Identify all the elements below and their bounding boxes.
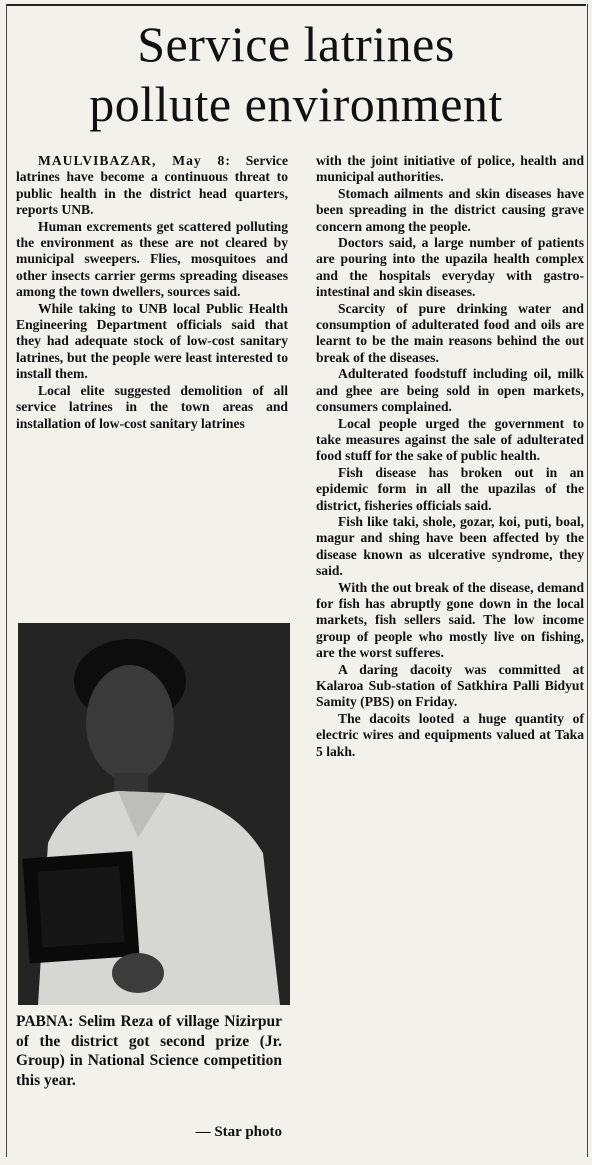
headline-line-2: pollute environment	[89, 76, 503, 132]
right-column	[316, 153, 584, 760]
paragraph: Fish disease has broken out in an epidemic form in all the upazilas of the district, fisheries officials said.	[316, 464, 584, 513]
paragraph: with the joint initiative of police, health and municipal authorities.	[316, 153, 584, 185]
paragraph: Stomach ailments and skin diseases have been spreading in the district causing grave concern among the people.	[316, 185, 584, 234]
headline	[12, 14, 580, 134]
paragraph: Human excrements get scattered polluting the environment as these are not cleared by municipal sweepers. Flies, mosquitoes and other insects carrier germs spreading diseases among the town dwellers, sources said.	[16, 218, 288, 300]
photo-caption: PABNA: Selim Reza of village Nizirpur of the district got second prize (Jr. Group) in National Science competition this year.	[16, 1013, 282, 1089]
headline-line-1: Service latrines	[137, 16, 455, 72]
paragraph: Fish like taki, shole, gozar, koi, puti, boal, magur and shing have been affected by the disease known as ulcerative syndrome, they said.	[316, 513, 584, 579]
paragraph	[16, 153, 288, 219]
left-border	[6, 4, 7, 1157]
paragraph: The dacoits looted a huge quantity of electric wires and equipments valued at Taka 5 lakh.	[316, 710, 584, 759]
left-column	[16, 153, 288, 432]
paragraph: Local elite suggested demolition of all service latrines in the town areas and installation of low-cost sanitary latrines	[16, 382, 288, 431]
paragraph: Scarcity of pure drinking water and consumption of adulterated food and oils are learnt to be the main reasons behind the out break of the diseases.	[316, 300, 584, 365]
paragraph: Adulterated foodstuff including oil, milk and ghee are being sold in open markets, consumers complained.	[316, 366, 584, 415]
dateline: MAULVIBAZAR, May 8:	[38, 153, 231, 168]
paragraph-text: Service latrines have become a continuous threat to public health in the district head quarters, reports UNB.	[16, 153, 289, 218]
paragraph: Local people urged the government to take measures against the sale of adulterated food stuff for the sake of public health.	[316, 415, 584, 464]
paragraph: A daring dacoity was committed at Kalaroa Sub-station of Satkhira Palli Bidyut Samity (PBS) on Friday.	[316, 661, 584, 710]
paragraph: With the out break of the disease, demand for fish has abruptly gone down in the local markets, fish sellers said. The low income group of people who mostly live on fishing, are the worst sufferes.	[316, 579, 584, 661]
top-rule	[6, 4, 586, 6]
news-photo	[18, 623, 290, 1005]
right-border	[587, 4, 588, 1157]
paragraph: Doctors said, a large number of patients are pouring into the upazila health complex and the hospitals everyday with gastro-intestinal and skin diseases.	[316, 235, 584, 300]
paragraph: While taking to UNB local Public Health Engineering Department officials said that they had adequate stock of low-cost sanitary latrines, but the people were least interested to install them.	[16, 300, 288, 382]
photo-credit: — Star photo	[195, 1124, 282, 1140]
portrait-image	[18, 623, 290, 1005]
